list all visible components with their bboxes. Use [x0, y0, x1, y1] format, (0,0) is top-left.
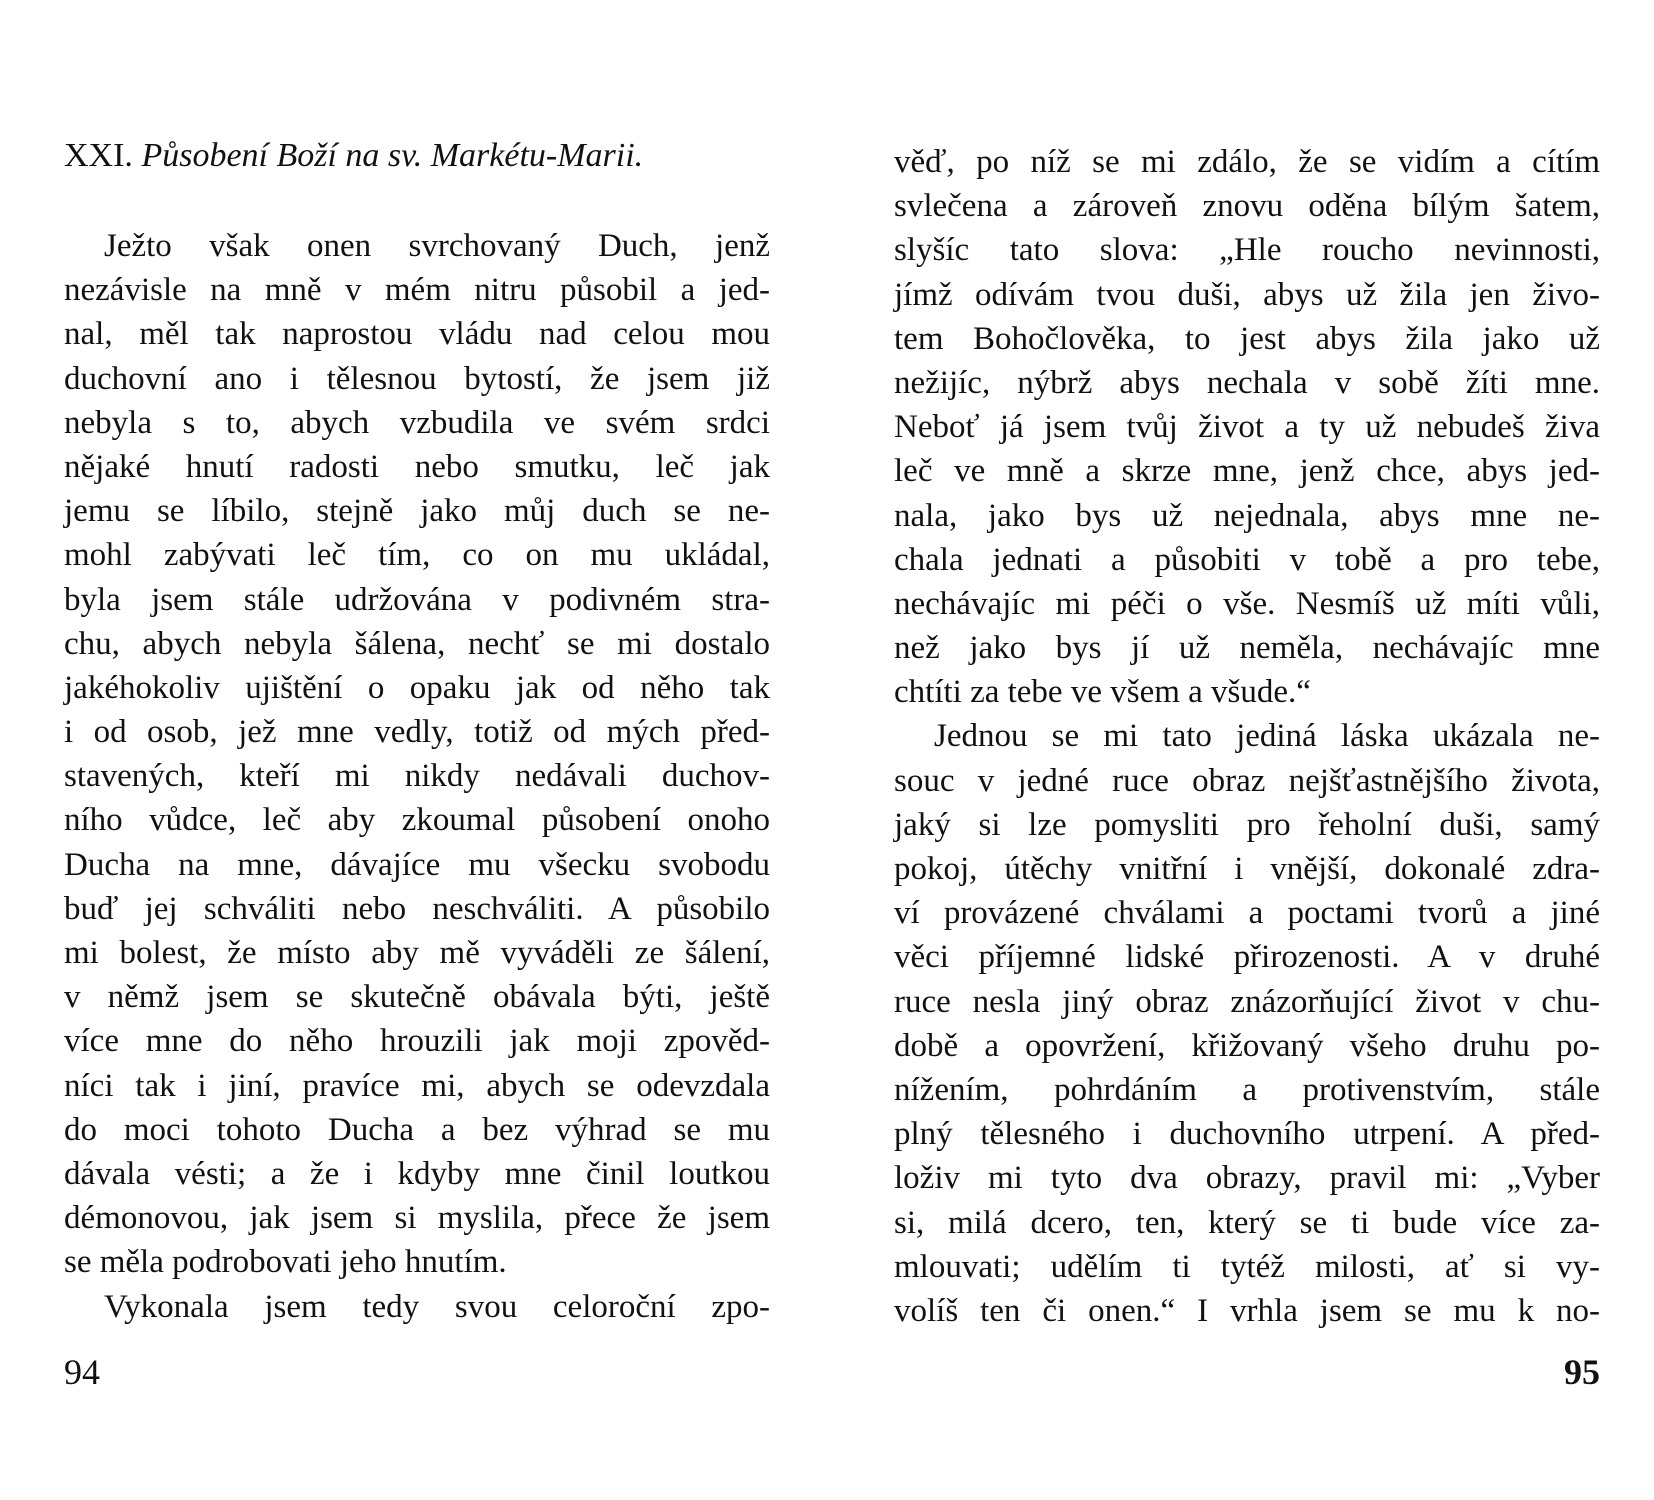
- text-line: chala jednati a působiti v tobě a pro tebe,: [894, 541, 1600, 578]
- text-line: jaký si lze pomysliti pro řeholní duši, samý: [894, 806, 1600, 843]
- left-page-text: [64, 224, 770, 1329]
- text-line: plný tělesného i duchovního utrpení. A před-: [894, 1116, 1600, 1153]
- text-line: loživ mi tyto dva obrazy, pravil mi: „Vyber: [894, 1160, 1600, 1197]
- text-line: si, milá dcero, ten, který se ti bude více za-: [894, 1204, 1600, 1241]
- text-line: v němž jsem se skutečně obávala býti, ještě: [64, 979, 770, 1016]
- text-line: buď jej schváliti nebo neschváliti. A působilo: [64, 890, 770, 927]
- text-line: do moci tohoto Ducha a bez výhrad se mu: [64, 1111, 770, 1148]
- text-line: nezávisle na mně v mém nitru působil a jed-: [64, 272, 770, 309]
- text-line: věď, po níž se mi zdálo, že se vidím a cítím: [894, 144, 1600, 180]
- text-line: svlečena a zároveň znovu oděna bílým šatem,: [894, 188, 1600, 225]
- text-line: nějaké hnutí radosti nebo smutku, leč jak: [64, 448, 770, 485]
- right-page: [894, 0, 1600, 1500]
- text-line: nechávajíc mi péči o vše. Nesmíš už míti vůli,: [894, 585, 1600, 622]
- text-line: dávala vésti; a že i kdyby mne činil loutkou: [64, 1155, 770, 1192]
- text-line: níci tak i jiní, pravíce mi, abych se odevzdala: [64, 1067, 770, 1104]
- text-line: mi bolest, že místo aby mě vyváděli ze šálení,: [64, 935, 770, 971]
- page-number: 95: [1564, 1352, 1600, 1392]
- text-line: věci příjemné lidské přirozenosti. A v druhé: [894, 939, 1600, 976]
- text-line: nížením, pohrdáním a protivenstvím, stále: [894, 1071, 1600, 1108]
- text-line: Ježto však onen svrchovaný Duch, jenž: [104, 228, 770, 264]
- text-line: chu, abych nebyla šálena, nechť se mi dostalo: [64, 625, 770, 662]
- left-page: [64, 0, 770, 1500]
- text-line: Vykonala jsem tedy svou celoroční zpo-: [104, 1288, 770, 1325]
- text-line: Ducha na mne, dávajíce mu všecku svobodu: [64, 846, 770, 883]
- text-line: souc v jedné ruce obraz nejšťastnějšího života,: [894, 762, 1600, 799]
- text-line: chtíti za tebe ve všem a všude.“: [894, 674, 1311, 711]
- chapter-title: Působení Boží na sv. Markétu-Marii.: [141, 137, 644, 174]
- text-line: stavených, kteří mi nikdy nedávali duchov-: [64, 758, 770, 795]
- page-number: 94: [64, 1352, 100, 1392]
- text-line: Neboť já jsem tvůj život a ty už nebudeš živa: [894, 409, 1600, 446]
- text-line: i od osob, jež mne vedly, totiž od mých před-: [64, 714, 770, 751]
- text-line: jemu se líbilo, stejně jako můj duch se ne-: [64, 493, 770, 530]
- text-line: nal, měl tak naprostou vládu nad celou mou: [64, 316, 770, 353]
- text-line: jakéhokoliv ujištění o opaku jak od něho tak: [64, 669, 770, 706]
- text-line: se měla podrobovati jeho hnutím.: [64, 1244, 507, 1281]
- text-line: tem Bohočlověka, to jest abys žila jako už: [894, 320, 1600, 357]
- text-line: byla jsem stále udržována v podivném stra-: [64, 581, 770, 618]
- text-line: nežijíc, nýbrž abys nechala v sobě žíti mne.: [894, 364, 1600, 401]
- text-line: ruce nesla jiný obraz znázorňující život v chu-: [894, 983, 1600, 1020]
- text-line: jímž odívám tvou duši, abys už žila jen živo-: [894, 276, 1600, 313]
- text-line: mohl zabývati leč tím, co on mu ukládal,: [64, 537, 770, 574]
- text-line: nala, jako bys už nejednala, abys mne ne-: [894, 497, 1600, 534]
- text-line: Jednou se mi tato jediná láska ukázala ne-: [934, 718, 1600, 755]
- chapter-heading: [64, 136, 643, 176]
- text-line: volíš ten či onen.“ I vrhla jsem se mu k no-: [894, 1292, 1600, 1329]
- right-page-text: [894, 140, 1600, 1333]
- text-line: než jako bys jí už neměla, nechávajíc mne: [894, 630, 1600, 667]
- chapter-number: XXI.: [64, 137, 133, 174]
- text-line: pokoj, útěchy vnitřní i vnější, dokonalé zdra-: [894, 851, 1600, 887]
- text-line: démonovou, jak jsem si myslila, přece že jsem: [64, 1200, 770, 1237]
- text-line: leč ve mně a skrze mne, jenž chce, abys jed-: [894, 453, 1600, 490]
- text-line: duchovní ano i tělesnou bytostí, že jsem již: [64, 360, 770, 397]
- text-line: ního vůdce, leč aby zkoumal působení onoho: [64, 802, 770, 839]
- text-line: více mne do něho hrouzili jak moji zpověd-: [64, 1023, 770, 1060]
- text-line: slyšíc tato slova: „Hle roucho nevinnosti,: [894, 232, 1600, 269]
- text-line: době a opovržení, křižovaný všeho druhu po-: [894, 1027, 1600, 1064]
- text-line: mlouvati; udělím ti tytéž milosti, ať si vy-: [894, 1248, 1600, 1285]
- text-line: ví provázené chválami a poctami tvorů a jiné: [894, 895, 1600, 932]
- text-line: nebyla s to, abych vzbudila ve svém srdci: [64, 404, 770, 441]
